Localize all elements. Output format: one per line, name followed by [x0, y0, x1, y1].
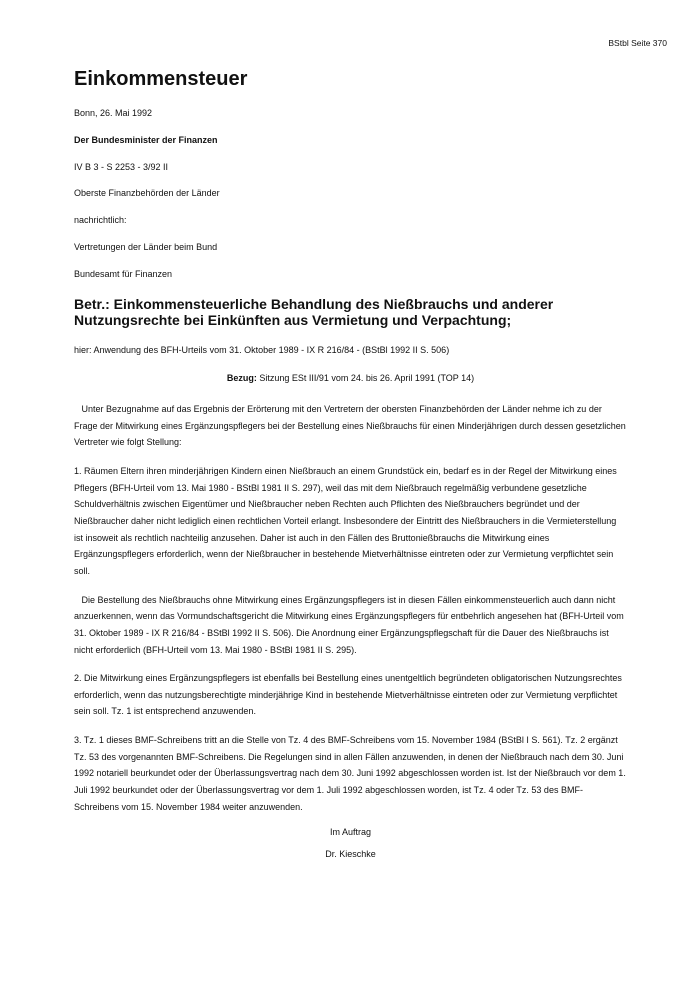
- paragraph-2: 2. Die Mitwirkung eines Ergänzungspflegers ist ebenfalls bei Bestellung eines unentgeltlich begründeten obligatorischen Nutzungsrechtes erforderlich, wenn das nutzungsberechtigte minderjährige Kind in bestehende Mietverhältnisse eintreten oder zur Vermietung verpflichtet sein soll. Tz. 1 ist entsprechend anzuwenden.: [74, 673, 622, 717]
- paragraph-1: 1. Räumen Eltern ihren minderjährigen Kindern einen Nießbrauch an einem Grundstück ein, bedarf es in der Regel der Mitwirkung eines Pflegers (BFH-Urteil vom 13. Mai 1980 - BStBl 1981 II S. 297), weil das mit dem Nießbrauch regelmäßig verbundene gesetzliche Schuldverhältnis zwischen Eigentümer und Nießbraucher neben Rechten auch Pflichten des Nießbrauchers begründet und der Nießbraucher daher nicht lediglich einen rechtlichen Vorteil erlangt. Insbesondere der Eintritt des Nießbrauchers in die Vermieterstellung ist insoweit als rechtlich nachteilig anzusehen. Daher ist auch in den Fällen des Bruttonießbrauchs die Mitwirkung eines Ergänzungspflegers erforderlich, wenn der Nießbraucher in bestehende Mietverhältnisse eintreten oder zur Vermietung verpflichtet sein soll.: [74, 466, 617, 576]
- recipient-line: Vertretungen der Länder beim Bund: [74, 241, 218, 252]
- recipient-line: Bundesamt für Finanzen: [74, 268, 173, 279]
- document-date: Bonn, 26. Mai 1992: [74, 108, 153, 118]
- document-body: [74, 68, 627, 871]
- page-reference: BStbl Seite 370: [608, 38, 667, 48]
- paragraph-intro: Unter Bezugnahme auf das Ergebnis der Erörterung mit den Vertretern der obersten Finanzbehörden der Länder nehme ich zu der Frage der Mitwirkung eines Ergänzungspflegers bei der Bestellung eines Nießbrauchs für einen Minderjährigen durch dessen gesetzlichen Vertreter wie folgt Stellung:: [74, 404, 629, 448]
- reference-label: Bezug:: [226, 373, 257, 384]
- paragraph-1-continued: Die Bestellung des Nießbrauchs ohne Mitwirkung eines Ergänzungspflegers ist in diesen Fällen einkommensteuerlich auch dann nicht anzuerkennen, wenn das Vormundschaftsgericht die Mitwirkung eines Ergänzungspflegers für entbehrlich angesehen hat (BFH-Urteil vom 31. Oktober 1989 - IX R 216/84 - BStBl 1992 II S. 506). Die Anordnung einer Ergänzungspflegschaft für die Dauer des Nießbrauchs ist nicht erforderlich (BFH-Urteil vom 13. Mai 1980 - BStBl 1981 II S. 295).: [74, 594, 627, 655]
- signature-line-1: Im Auftrag: [329, 827, 372, 838]
- reference-line: [74, 373, 627, 383]
- signature-name: Dr. Kieschke: [325, 849, 376, 860]
- document-title: Einkommensteuer: [74, 68, 248, 90]
- subject-heading: Betr.: Einkommensteuerliche Behandlung des Nießbrauchs und anderer Nutzungsrechte bei Einkünften aus Vermietung und Verpachtung;: [74, 295, 554, 329]
- subject-detail: hier: Anwendung des BFH-Urteils vom 31. Oktober 1989 - IX R 216/84 - (BStBl 1992 II S. 506): [74, 345, 450, 356]
- document-sender: Der Bundesminister der Finanzen: [74, 134, 218, 145]
- recipient-line: Oberste Finanzbehörden der Länder: [74, 188, 220, 199]
- paragraph-3: 3. Tz. 1 dieses BMF-Schreibens tritt an die Stelle von Tz. 4 des BMF-Schreibens vom 15. November 1984 (BStBl I S. 561). Tz. 2 ergänzt Tz. 53 des vorgenannten BMF-Schreibens. Die Regelungen sind in allen Fällen anzuwenden, in denen der Nießbrauch nach dem 30. Juni 1992 notariell beurkundet oder der Überlassungsvertrag nach dem 30. Juni 1992 abgeschlossen worden ist. Ist der Nießbrauch vor dem 1. Juli 1992 beurkundet oder der Überlassungsvertrag vor dem 1. Juli 1992 abgeschlossen worden, ist Tz. 4 oder Tz. 53 des BMF-Schreibens vom 15. November 1984 weiter anzuwenden.: [74, 735, 626, 812]
- reference-text: Sitzung ESt III/91 vom 24. bis 26. April 1991 (TOP 14): [256, 373, 475, 384]
- recipient-line: nachrichtlich:: [74, 215, 127, 226]
- document-reference: IV B 3 - S 2253 - 3/92 II: [74, 161, 169, 172]
